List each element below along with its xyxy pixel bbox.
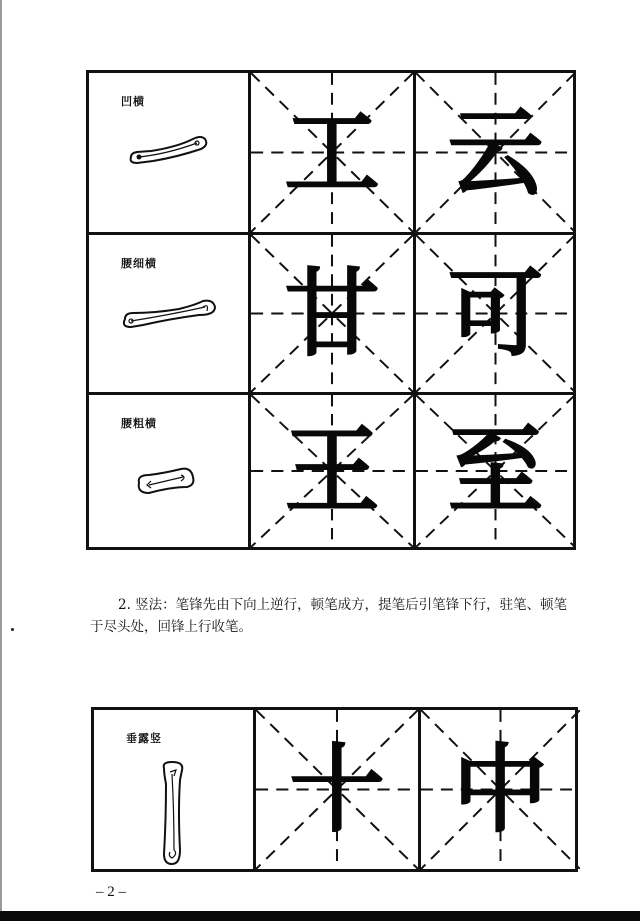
stroke-row-thick-waist-horizontal [89,392,573,547]
dew-drop-vertical-stroke-icon [158,760,188,870]
practice-grid-cell [418,710,580,869]
practice-grid-cell [413,235,575,392]
practice-grid-cell [256,710,418,869]
thick-waist-horizontal-stroke-icon [135,463,197,497]
thin-waist-horizontal-stroke-icon [119,297,219,333]
stroke-label-cell [89,395,251,547]
horizontal-stroke-table [86,70,576,550]
practice-grid-cell [251,73,413,232]
stroke-name: 凹横 [121,95,145,108]
example-character: 工 [284,95,380,209]
concave-horizontal-stroke-icon [127,135,209,167]
practice-grid-cell [251,235,413,392]
stroke-row-concave-horizontal [89,73,573,232]
stroke-name: 腰细横 [121,257,157,270]
scan-bottom-band [0,911,640,921]
vertical-stroke-description: 2. 竖法：笔锋先由下向上逆行，顿笔成方，提笔后引笔锋下行，驻笔、顿笔于尽头处，回锋上行收笔。 [90,597,568,635]
stroke-name: 腰粗横 [121,417,157,430]
practice-grid-cell [251,395,413,547]
example-character: 王 [284,414,380,527]
stroke-name: 垂露竖 [126,732,162,745]
stroke-label-cell [89,235,251,392]
stroke-row-dew-drop-vertical [94,710,575,869]
stroke-label-cell [94,710,256,869]
page-number: – 2 – [96,884,126,900]
example-character: 甘 [284,256,380,370]
practice-grid-cell [413,73,575,232]
example-character: 云 [447,95,544,209]
example-character: 可 [447,256,544,370]
stroke-label-cell [89,73,251,232]
example-character: 中 [452,732,549,846]
practice-grid-cell [413,395,575,547]
example-character: 十 [289,732,385,846]
scan-speck [11,628,14,631]
stroke-row-thin-waist-horizontal [89,232,573,392]
example-character: 至 [447,414,544,527]
vertical-stroke-table [91,707,578,872]
page-left-edge [0,0,2,911]
